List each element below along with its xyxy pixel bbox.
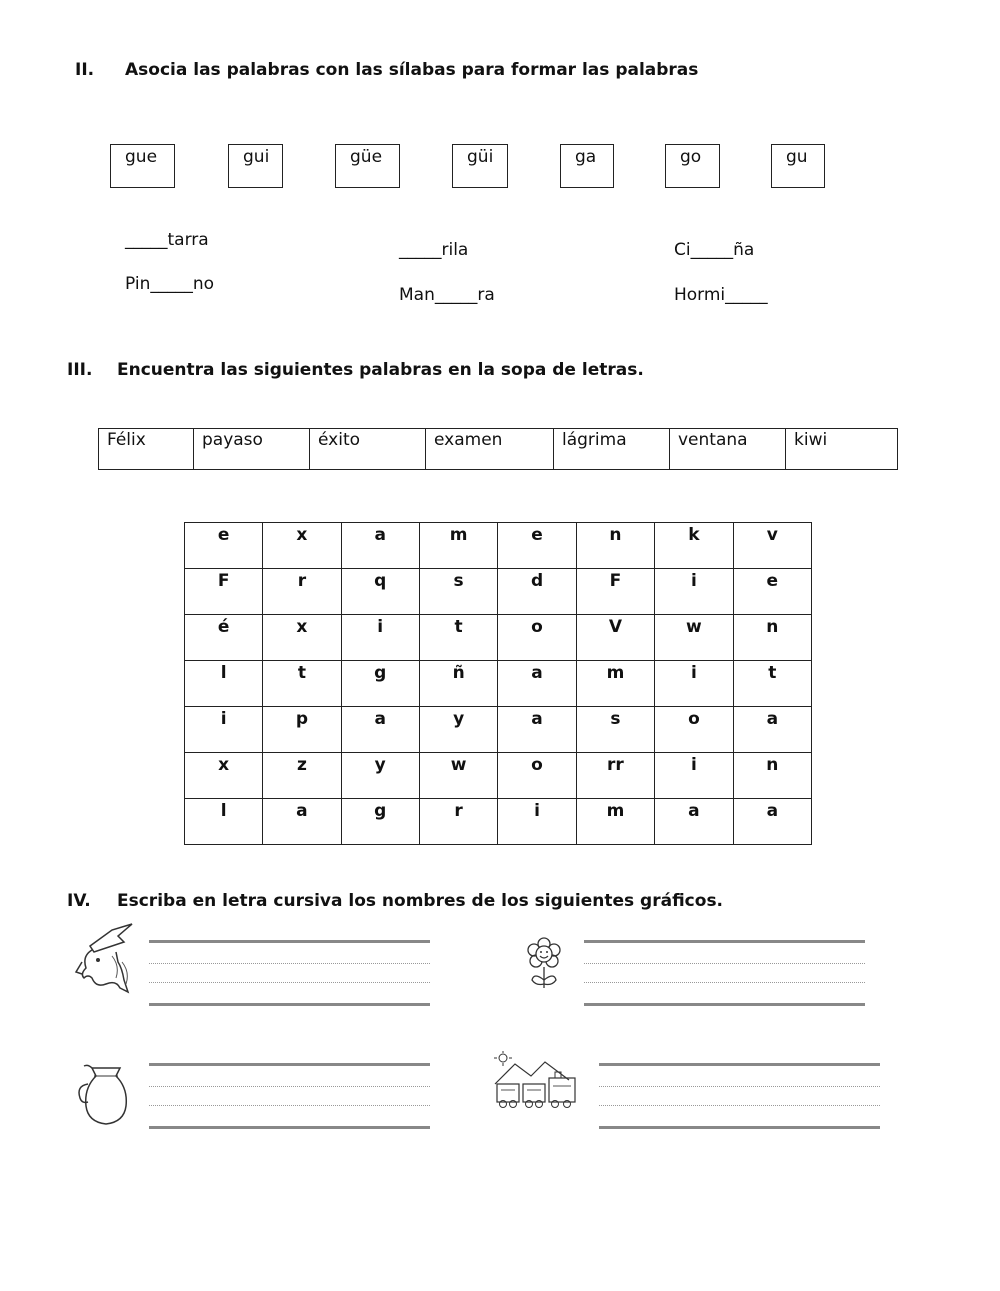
grid-letter[interactable]: y: [341, 753, 419, 799]
grid-letter[interactable]: a: [341, 707, 419, 753]
syllable-label: gu: [786, 147, 808, 167]
train-icon: [493, 1050, 583, 1112]
grid-letter[interactable]: t: [733, 661, 811, 707]
grid-letter[interactable]: é: [185, 615, 263, 661]
grid-letter[interactable]: p: [263, 707, 341, 753]
writing-lines[interactable]: [149, 940, 430, 1006]
syllable-box: [665, 144, 720, 188]
word-cell: Félix: [99, 429, 194, 470]
word-list-table: [98, 428, 898, 470]
grid-letter[interactable]: m: [576, 661, 655, 707]
word-cell: examen: [426, 429, 554, 470]
section-3-title: Encuentra las siguientes palabras en la sopa de letras.: [117, 360, 644, 380]
grid-letter[interactable]: w: [419, 753, 498, 799]
fill-word[interactable]: _____rila: [399, 240, 469, 260]
grid-letter[interactable]: m: [576, 799, 655, 845]
grid-letter[interactable]: a: [341, 523, 419, 569]
syllable-box: [335, 144, 400, 188]
grid-letter[interactable]: l: [185, 661, 263, 707]
section-2-number: II.: [75, 60, 95, 80]
grid-letter[interactable]: i: [498, 799, 576, 845]
grid-letter[interactable]: i: [655, 661, 733, 707]
syllable-label: ga: [575, 147, 597, 167]
grid-letter[interactable]: n: [733, 615, 811, 661]
grid-letter[interactable]: t: [419, 615, 498, 661]
grid-letter[interactable]: e: [498, 523, 576, 569]
writing-lines[interactable]: [599, 1063, 880, 1129]
word-cell: lágrima: [554, 429, 670, 470]
grid-letter[interactable]: v: [733, 523, 811, 569]
grid-letter[interactable]: m: [419, 523, 498, 569]
grid-letter[interactable]: x: [185, 753, 263, 799]
grid-letter[interactable]: w: [655, 615, 733, 661]
grid-letter[interactable]: g: [341, 661, 419, 707]
syllable-label: güe: [350, 147, 383, 167]
grid-letter[interactable]: o: [498, 753, 576, 799]
grid-letter[interactable]: ñ: [419, 661, 498, 707]
grid-letter[interactable]: t: [263, 661, 341, 707]
section-4-number: IV.: [67, 891, 91, 911]
grid-letter[interactable]: q: [341, 569, 419, 615]
section-4-heading: [67, 891, 723, 911]
section-2-heading: [75, 60, 698, 80]
word-cell: payaso: [194, 429, 310, 470]
grid-row: [185, 523, 812, 569]
writing-lines[interactable]: [149, 1063, 430, 1129]
syllable-box: [560, 144, 614, 188]
grid-letter[interactable]: y: [419, 707, 498, 753]
grid-letter[interactable]: n: [576, 523, 655, 569]
grid-letter[interactable]: o: [498, 615, 576, 661]
grid-letter[interactable]: V: [576, 615, 655, 661]
grid-row: [185, 661, 812, 707]
syllable-box: [452, 144, 508, 188]
grid-letter[interactable]: a: [733, 799, 811, 845]
grid-letter[interactable]: a: [498, 707, 576, 753]
grid-letter[interactable]: s: [419, 569, 498, 615]
fill-word[interactable]: Ci_____ña: [674, 240, 755, 260]
grid-letter[interactable]: o: [655, 707, 733, 753]
grid-letter[interactable]: rr: [576, 753, 655, 799]
grid-letter[interactable]: F: [185, 569, 263, 615]
grid-letter[interactable]: e: [185, 523, 263, 569]
section-2-title: Asocia las palabras con las sílabas para formar las palabras: [125, 60, 699, 80]
syllable-box: [228, 144, 283, 188]
grid-letter[interactable]: n: [733, 753, 811, 799]
fill-word[interactable]: Pin_____no: [125, 274, 215, 294]
grid-letter[interactable]: i: [185, 707, 263, 753]
grid-letter[interactable]: a: [733, 707, 811, 753]
grid-letter[interactable]: i: [655, 753, 733, 799]
witch-icon: [72, 922, 134, 994]
syllable-box: [110, 144, 175, 188]
writing-lines[interactable]: [584, 940, 865, 1006]
word-cell: ventana: [670, 429, 786, 470]
syllable-label: go: [680, 147, 702, 167]
section-3-heading: [67, 360, 644, 380]
grid-letter[interactable]: l: [185, 799, 263, 845]
grid-row: [185, 799, 812, 845]
grid-letter[interactable]: i: [655, 569, 733, 615]
grid-letter[interactable]: i: [341, 615, 419, 661]
word-cell: éxito: [310, 429, 426, 470]
jug-icon: [76, 1062, 134, 1128]
grid-letter[interactable]: F: [576, 569, 655, 615]
fill-word[interactable]: Man_____ra: [399, 285, 495, 305]
section-4-title: Escriba en letra cursiva los nombres de los siguientes gráficos.: [117, 891, 724, 911]
grid-row: [185, 569, 812, 615]
grid-row: [185, 615, 812, 661]
grid-letter[interactable]: s: [576, 707, 655, 753]
syllable-label: güi: [467, 147, 494, 167]
grid-letter[interactable]: x: [263, 523, 341, 569]
grid-letter[interactable]: a: [655, 799, 733, 845]
grid-letter[interactable]: a: [498, 661, 576, 707]
grid-row: [185, 707, 812, 753]
word-search-grid: [184, 522, 812, 845]
grid-letter[interactable]: r: [419, 799, 498, 845]
syllable-label: gui: [243, 147, 270, 167]
section-3-number: III.: [67, 360, 93, 380]
grid-letter[interactable]: d: [498, 569, 576, 615]
syllable-box: [771, 144, 825, 188]
syllable-label: gue: [125, 147, 158, 167]
grid-letter[interactable]: g: [341, 799, 419, 845]
grid-letter[interactable]: a: [263, 799, 341, 845]
grid-row: [185, 753, 812, 799]
grid-letter[interactable]: z: [263, 753, 341, 799]
grid-letter[interactable]: k: [655, 523, 733, 569]
word-cell: kiwi: [786, 429, 898, 470]
fill-word[interactable]: _____tarra: [125, 230, 209, 250]
grid-letter[interactable]: x: [263, 615, 341, 661]
fill-word[interactable]: Hormi_____: [674, 285, 768, 305]
grid-letter[interactable]: e: [733, 569, 811, 615]
flower-icon: [526, 936, 562, 990]
grid-letter[interactable]: r: [263, 569, 341, 615]
